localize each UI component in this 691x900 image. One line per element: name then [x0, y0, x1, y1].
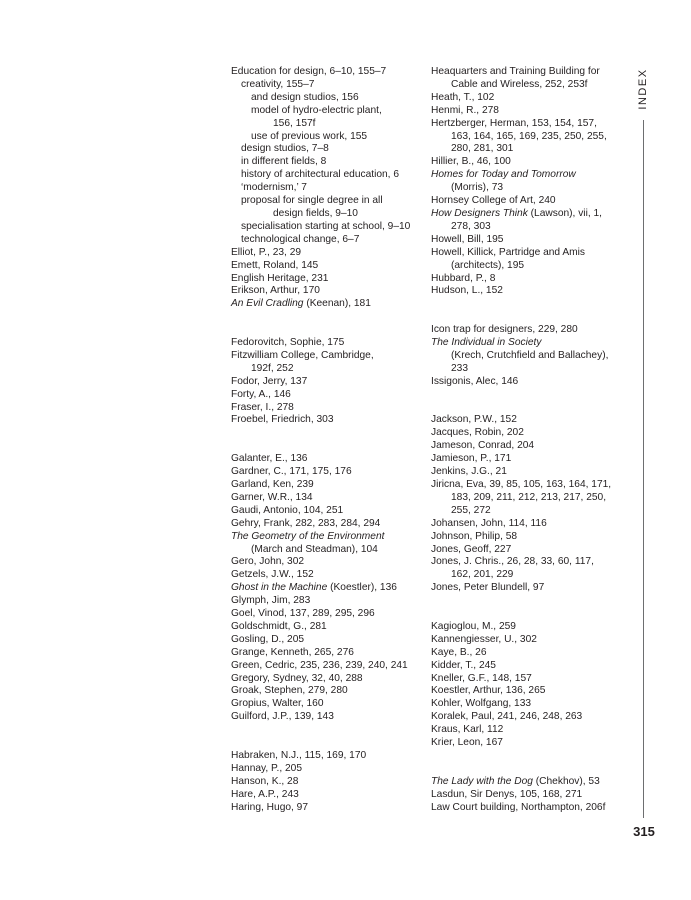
index-subentry: creativity, 155–7	[241, 78, 315, 90]
entry-text: (Lawson), vii, 1,	[527, 207, 602, 219]
index-entry: Getzels, J.W., 152	[231, 569, 314, 581]
index-entry: Goldschmidt, G., 281	[231, 620, 327, 632]
entry-text: (Keenan), 181	[303, 298, 371, 310]
index-subentry: (March and Steadman), 104	[251, 543, 378, 555]
index-entry: Henmi, R., 278	[431, 104, 499, 116]
index-entry: Haring, Hugo, 97	[231, 801, 309, 813]
index-column-right	[431, 66, 631, 815]
index-entry	[431, 337, 631, 350]
index-subentry: (Morris), 73	[451, 182, 504, 194]
index-subentry: (architects), 195	[451, 259, 525, 271]
index-subentry: 162, 201, 229	[451, 569, 514, 581]
index-entry: Issigonis, Alec, 146	[431, 375, 519, 387]
index-entry: Heaquarters and Training Building for	[431, 66, 600, 77]
index-entry: Howell, Bill, 195	[431, 233, 504, 245]
entry-text: (Koestler), 136	[327, 582, 397, 594]
index-subentry: 255, 272	[451, 504, 491, 516]
index-entry: Habraken, N.J., 115, 169, 170	[231, 749, 367, 761]
index-subentry: and design studios, 156	[251, 91, 359, 103]
entry-title: How Designers Think	[431, 207, 528, 219]
index-subentry: 278, 303	[451, 220, 491, 232]
index-subentry: 233	[451, 362, 468, 374]
index-entry: Elliot, P., 23, 29	[231, 246, 302, 258]
entry-title: Ghost in the Machine	[231, 582, 328, 594]
index-entry: Hornsey College of Art, 240	[431, 195, 556, 207]
index-entry	[231, 531, 421, 544]
index-subentry: 280, 281, 301	[451, 143, 514, 155]
index-entry: Forty, A., 146	[231, 388, 291, 400]
index-entry: Kannengiesser, U., 302	[431, 633, 537, 645]
index-entry: Kneller, G.F., 148, 157	[431, 672, 532, 684]
index-entry: Jones, J. Chris., 26, 28, 33, 60, 117,	[431, 556, 594, 568]
index-entry: Jones, Peter Blundell, 97	[431, 582, 545, 594]
index-subentry: ‘modernism,’ 7	[241, 182, 307, 194]
index-entry: Gregory, Sydney, 32, 40, 288	[231, 672, 363, 684]
index-subentry: design studios, 7–8	[241, 143, 329, 155]
letter-gap	[231, 311, 421, 337]
entry-title: The Lady with the Dog	[431, 775, 533, 787]
letter-gap	[431, 389, 631, 415]
index-entry: Emett, Roland, 145	[231, 259, 319, 271]
index-entry: Kraus, Karl, 112	[431, 724, 504, 736]
index-entry: Lasdun, Sir Denys, 105, 168, 271	[431, 788, 583, 800]
index-entry: Kidder, T., 245	[431, 659, 496, 671]
index-entry: Johansen, John, 114, 116	[431, 517, 547, 529]
side-rule	[643, 120, 644, 818]
index-entry: Hubbard, P., 8	[431, 272, 496, 284]
index-entry: Icon trap for designers, 229, 280	[431, 324, 578, 336]
index-entry: Jameson, Conrad, 204	[431, 440, 535, 452]
index-subentry: Cable and Wireless, 252, 253f	[451, 78, 588, 90]
index-entry	[431, 208, 631, 221]
index-side-label	[628, 66, 658, 112]
index-entry: Education for design, 6–10, 155–7	[231, 66, 387, 77]
index-entry: Law Court building, Northampton, 206f	[431, 801, 606, 813]
index-entry: Fedorovitch, Sophie, 175	[231, 337, 345, 349]
index-entry: Kagioglou, M., 259	[431, 620, 516, 632]
index-entry: Froebel, Friedrich, 303	[231, 414, 334, 426]
index-entry	[231, 582, 421, 595]
letter-gap	[431, 595, 631, 621]
page-number: 315	[633, 824, 655, 839]
index-entry: Fitzwilliam College, Cambridge,	[231, 349, 374, 361]
letter-gap	[231, 427, 421, 453]
index-subentry: model of hydro-electric plant,	[251, 104, 382, 116]
index-entry: Hare, A.P., 243	[231, 788, 299, 800]
index-subentry: proposal for single degree in all	[241, 195, 383, 207]
index-entry: Goel, Vinod, 137, 289, 295, 296	[231, 608, 375, 620]
index-side-label-text: INDEX	[637, 68, 649, 110]
index-entry: Koestler, Arthur, 136, 265	[431, 685, 546, 697]
entry-title: The Geometry of the Environment	[231, 530, 385, 542]
index-entry: Krier, Leon, 167	[431, 737, 503, 749]
index-entry	[431, 776, 631, 789]
index-entry: Gropius, Walter, 160	[231, 698, 324, 710]
index-entry: Garland, Ken, 239	[231, 478, 314, 490]
index-subentry: design fields, 9–10	[273, 207, 358, 219]
entry-title: Homes for Today and Tomorrow	[431, 169, 576, 181]
index-subentry: history of architectural education, 6	[241, 169, 399, 181]
index-entry: Grange, Kenneth, 265, 276	[231, 646, 354, 658]
index-entry: Jenkins, J.G., 21	[431, 466, 507, 478]
index-entry: Gero, John, 302	[231, 556, 305, 568]
index-subentry: 156, 157f	[273, 117, 316, 129]
index-entry: Hannay, P., 205	[231, 762, 302, 774]
index-entry: Hudson, L., 152	[431, 285, 503, 297]
index-entry: Fodor, Jerry, 137	[231, 375, 308, 387]
index-subentry: 163, 164, 165, 169, 235, 250, 255,	[451, 130, 607, 142]
index-entry: Gosling, D., 205	[231, 633, 305, 645]
index-entry: Heath, T., 102	[431, 91, 495, 103]
index-entry: Garner, W.R., 134	[231, 491, 313, 503]
index-entry	[231, 298, 421, 311]
index-entry: Jones, Geoff, 227	[431, 543, 512, 555]
index-entry: Glymph, Jim, 283	[231, 595, 311, 607]
index-entry: Kohler, Wolfgang, 133	[431, 698, 532, 710]
index-entry: Koralek, Paul, 241, 246, 248, 263	[431, 711, 583, 723]
letter-gap	[431, 298, 631, 324]
entry-title: An Evil Cradling	[231, 298, 304, 310]
entry-text: (Chekhov), 53	[532, 775, 600, 787]
index-subentry: 183, 209, 211, 212, 213, 217, 250,	[451, 491, 607, 503]
index-entry: Jamieson, P., 171	[431, 453, 512, 465]
index-entry: Erikson, Arthur, 170	[231, 285, 320, 297]
index-entry: Jacques, Robin, 202	[431, 427, 524, 439]
index-entry: Gardner, C., 171, 175, 176	[231, 466, 352, 478]
index-entry: Groak, Stephen, 279, 280	[231, 685, 348, 697]
index-subentry: specialisation starting at school, 9–10	[241, 220, 411, 232]
index-column-left	[231, 66, 421, 815]
index-subentry: technological change, 6–7	[241, 233, 360, 245]
letter-gap	[231, 724, 421, 750]
index-entry: Guilford, J.P., 139, 143	[231, 711, 334, 723]
index-entry: Hanson, K., 28	[231, 775, 299, 787]
index-entry	[431, 169, 631, 182]
index-subentry: in different fields, 8	[241, 156, 327, 168]
index-entry: Johnson, Philip, 58	[431, 530, 518, 542]
index-entry: English Heritage, 231	[231, 272, 329, 284]
index-entry: Fraser, I., 278	[231, 401, 294, 413]
index-entry: Jackson, P.W., 152	[431, 414, 517, 426]
index-entry: Gehry, Frank, 282, 283, 284, 294	[231, 517, 381, 529]
index-subentry: (Krech, Crutchfield and Ballachey),	[451, 349, 609, 361]
index-entry: Green, Cedric, 235, 236, 239, 240, 241	[231, 659, 408, 671]
letter-gap	[431, 750, 631, 776]
index-entry: Jiricna, Eva, 39, 85, 105, 163, 164, 171,	[431, 478, 612, 490]
index-subentry: use of previous work, 155	[251, 130, 368, 142]
index-entry: Gaudi, Antonio, 104, 251	[231, 504, 344, 516]
index-entry: Howell, Killick, Partridge and Amis	[431, 246, 586, 258]
entry-title: The Individual in Society	[431, 337, 542, 349]
index-entry: Hertzberger, Herman, 153, 154, 157,	[431, 117, 597, 129]
index-entry: Kaye, B., 26	[431, 646, 487, 658]
index-entry: Galanter, E., 136	[231, 453, 308, 465]
index-subentry: 192f, 252	[251, 362, 294, 374]
index-entry: Hillier, B., 46, 100	[431, 156, 511, 168]
